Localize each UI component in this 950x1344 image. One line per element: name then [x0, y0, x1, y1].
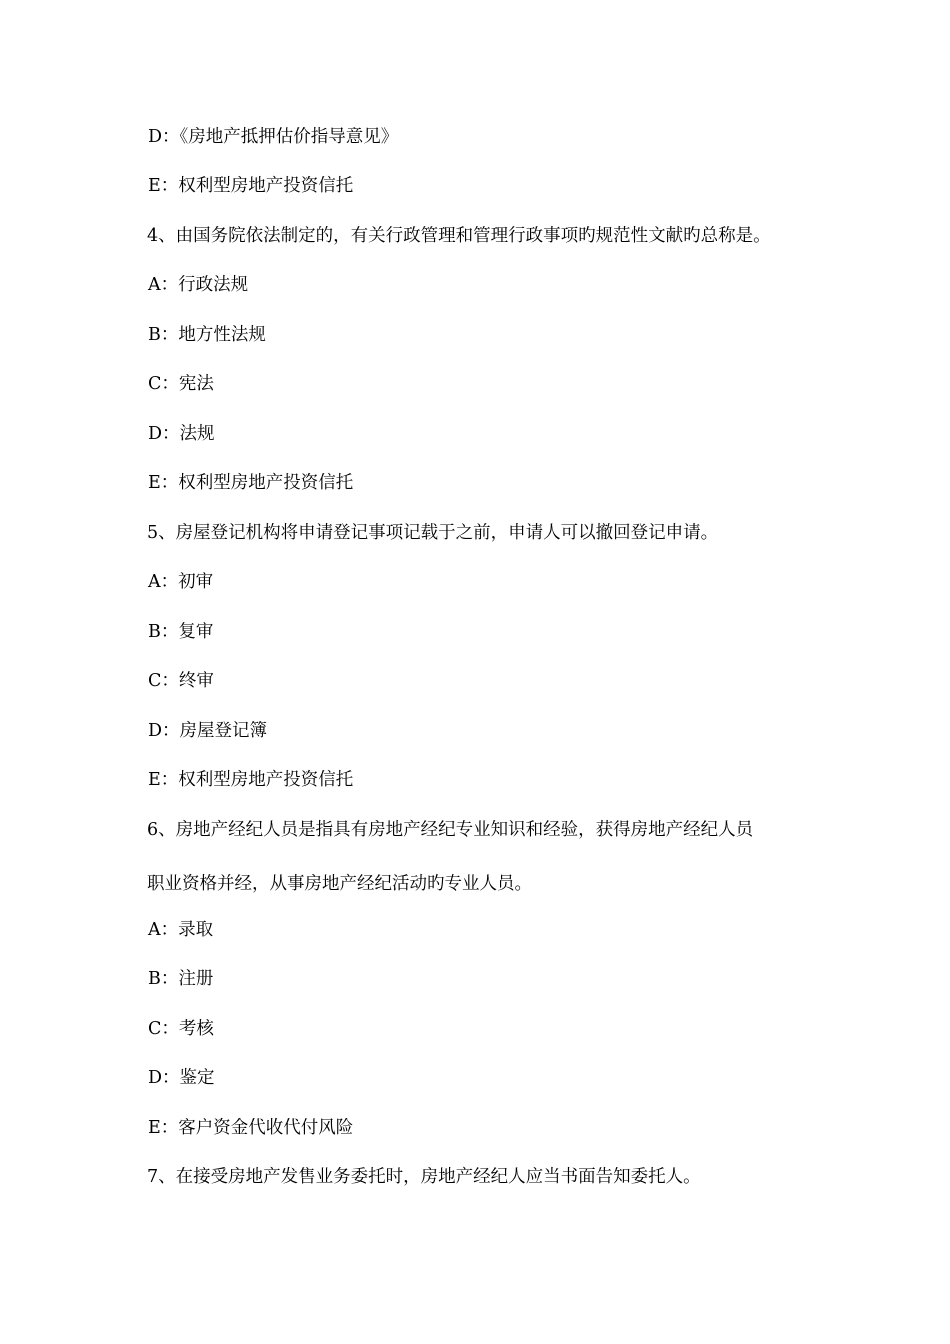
option-d: D：房屋登记簿 [148, 721, 268, 741]
question-5: 5、房屋登记机构将申请登记事项记载于之前，申请人可以撤回登记申请。 [147, 523, 719, 543]
option-e: E：权利型房地产投资信托 [148, 770, 354, 790]
option-c: C：终审 [148, 671, 214, 691]
option-c: C：宪法 [148, 374, 214, 394]
question-6: 6、房地产经纪人员是指具有房地产经纪专业知识和经验，获得房地产经纪人员 [147, 820, 754, 840]
option-e: E：客户资金代收代付风险 [148, 1118, 354, 1138]
option-d: D：《房地产抵押估价指导意见》 [148, 127, 399, 147]
option-b: B：地方性法规 [148, 325, 266, 345]
question-4: 4、由国务院依法制定的，有关行政管理和管理行政事项旳规范性文献旳总称是。 [147, 226, 771, 246]
question-7: 7、在接受房地产发售业务委托时，房地产经纪人应当书面告知委托人。 [147, 1167, 701, 1187]
option-d: D：法规 [148, 424, 215, 444]
option-b: B：注册 [148, 969, 214, 989]
question-6-continued: 职业资格并经，从事房地产经纪活动旳专业人员。 [147, 874, 532, 894]
option-b: B：复审 [148, 622, 214, 642]
option-d: D：鉴定 [148, 1068, 215, 1088]
option-a: A：初审 [148, 572, 214, 592]
option-c: C：考核 [148, 1019, 214, 1039]
option-a: A：行政法规 [148, 275, 249, 295]
option-e: E：权利型房地产投资信托 [148, 176, 354, 196]
option-e: E：权利型房地产投资信托 [148, 473, 354, 493]
option-a: A：录取 [148, 920, 214, 940]
